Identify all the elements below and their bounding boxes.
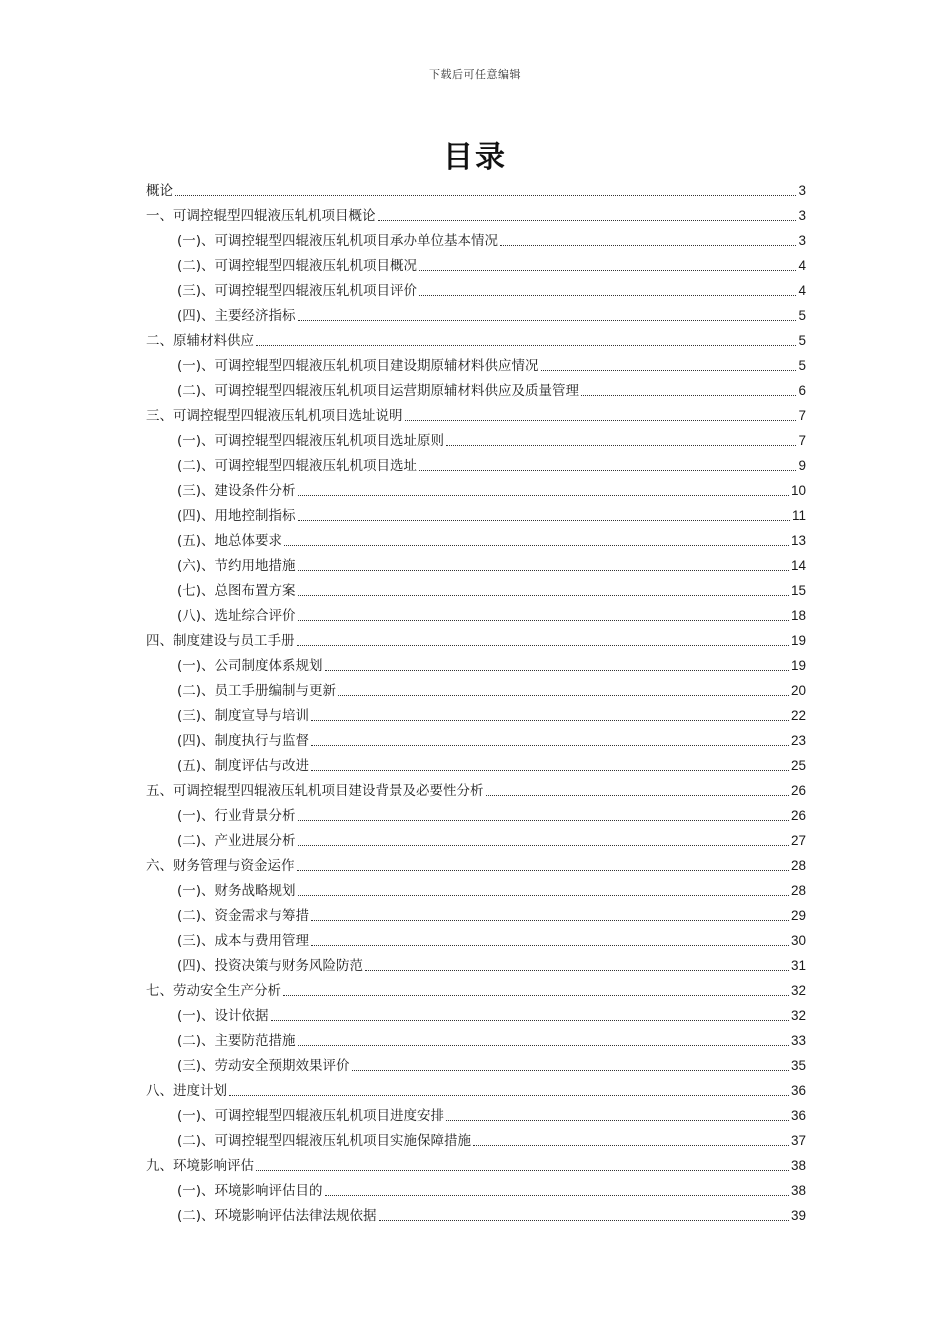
toc-entry[interactable] [146,1050,806,1075]
toc-entry-label: (三)、成本与费用管理 [177,933,310,949]
toc-entry-page-number: 26 [790,783,806,798]
toc-dot-leader [486,795,789,796]
toc-entry-page-number: 31 [790,958,806,973]
toc-entry-label: (七)、总图布置方案 [177,583,296,599]
toc-entry-page-number: 3 [798,208,806,223]
toc-dot-leader [581,395,796,396]
toc-entry[interactable] [146,550,806,575]
toc-entry[interactable] [146,300,806,325]
toc-dot-leader [298,1045,789,1046]
toc-entry-page-number: 3 [798,183,806,198]
toc-entry-page-number: 33 [790,1033,806,1048]
toc-entry[interactable] [146,1175,806,1200]
toc-dot-leader [283,995,789,996]
toc-entry[interactable] [146,650,806,675]
toc-entry[interactable] [146,1150,806,1175]
toc-entry-page-number: 11 [791,508,806,523]
toc-entry-page-number: 36 [790,1108,806,1123]
toc-dot-leader [338,695,789,696]
toc-entry[interactable] [146,625,806,650]
toc-dot-leader [473,1145,789,1146]
toc-entry-label: 一、可调控辊型四辊液压轧机项目概论 [146,208,376,224]
toc-entry[interactable] [146,225,806,250]
toc-entry-label: (二)、环境影响评估法律法规依据 [177,1208,377,1224]
toc-entry-label: (八)、选址综合评价 [177,608,296,624]
toc-entry[interactable] [146,950,806,975]
toc-entry[interactable] [146,600,806,625]
toc-entry-label: 四、制度建设与员工手册 [146,633,295,649]
toc-entry-page-number: 14 [790,558,806,573]
toc-entry-page-number: 3 [798,233,806,248]
toc-entry[interactable] [146,725,806,750]
toc-entry[interactable] [146,1075,806,1100]
toc-dot-leader [256,345,796,346]
toc-entry[interactable] [146,175,806,200]
toc-dot-leader [446,445,796,446]
toc-entry-label: 三、可调控辊型四辊液压轧机项目选址说明 [146,408,403,424]
toc-entry-label: (五)、制度评估与改进 [177,758,310,774]
toc-entry-page-number: 20 [790,683,806,698]
toc-dot-leader [541,370,797,371]
toc-dot-leader [311,770,789,771]
page-header-note: 下载后可任意编辑 [429,68,521,81]
toc-entry[interactable] [146,375,806,400]
toc-dot-leader [379,1220,789,1221]
toc-entry[interactable] [146,275,806,300]
toc-entry[interactable] [146,700,806,725]
toc-dot-leader [311,720,789,721]
toc-entry-label: (五)、地总体要求 [177,533,283,549]
toc-dot-leader [298,845,789,846]
toc-dot-leader [325,670,789,671]
toc-dot-leader [378,220,797,221]
toc-entry-page-number: 27 [790,833,806,848]
toc-dot-leader [419,470,796,471]
toc-entry-page-number: 23 [790,733,806,748]
toc-entry-label: 六、财务管理与资金运作 [146,858,295,874]
toc-dot-leader [297,645,789,646]
toc-entry-label: (四)、用地控制指标 [177,508,296,524]
toc-dot-leader [256,1170,789,1171]
toc-dot-leader [419,270,796,271]
toc-dot-leader [311,945,789,946]
toc-entry[interactable] [146,925,806,950]
toc-dot-leader [325,1195,789,1196]
toc-entry[interactable] [146,1025,806,1050]
toc-dot-leader [446,1120,789,1121]
toc-entry-label: 七、劳动安全生产分析 [146,983,281,999]
toc-entry[interactable] [146,875,806,900]
toc-dot-leader [298,820,789,821]
toc-entry-page-number: 4 [798,283,806,298]
toc-entry-label: (一)、设计依据 [177,1008,269,1024]
toc-entry-page-number: 25 [790,758,806,773]
toc-dot-leader [311,745,789,746]
toc-entry-page-number: 18 [790,608,806,623]
toc-entry-page-number: 30 [790,933,806,948]
toc-dot-leader [175,195,796,196]
toc-entry-page-number: 19 [790,633,806,648]
toc-entry-page-number: 9 [798,458,806,473]
toc-dot-leader [298,320,797,321]
toc-entry[interactable] [146,525,806,550]
toc-dot-leader [500,245,796,246]
toc-dot-leader [229,1095,789,1096]
toc-entry[interactable] [146,1100,806,1125]
toc-entry-page-number: 28 [790,858,806,873]
toc-entry-label: (一)、可调控辊型四辊液压轧机项目选址原则 [177,433,445,449]
toc-entry-label: 八、进度计划 [146,1083,227,1099]
toc-entry-label: (四)、制度执行与监督 [177,733,310,749]
toc-entry-label: (二)、可调控辊型四辊液压轧机项目运营期原辅材料供应及质量管理 [177,383,580,399]
toc-entry[interactable] [146,900,806,925]
toc-entry[interactable] [146,1125,806,1150]
toc-entry[interactable] [146,350,806,375]
toc-dot-leader [284,545,789,546]
toc-entry-page-number: 39 [790,1208,806,1223]
toc-entry[interactable] [146,400,806,425]
toc-entry-page-number: 29 [790,908,806,923]
toc-entry[interactable] [146,675,806,700]
toc-dot-leader [405,420,797,421]
toc-dot-leader [311,920,789,921]
toc-entry-label: (六)、节约用地措施 [177,558,296,574]
toc-list [146,175,806,1225]
toc-entry-label: (二)、可调控辊型四辊液压轧机项目概况 [177,258,418,274]
toc-entry-label: 二、原辅材料供应 [146,333,254,349]
toc-entry-page-number: 7 [798,408,806,423]
toc-entry-page-number: 22 [790,708,806,723]
toc-entry-page-number: 35 [790,1058,806,1073]
toc-entry[interactable] [146,775,806,800]
toc-dot-leader [297,870,789,871]
toc-dot-leader [298,520,790,521]
toc-dot-leader [419,295,796,296]
toc-dot-leader [298,620,789,621]
toc-entry[interactable] [146,800,806,825]
toc-entry-page-number: 32 [790,1008,806,1023]
toc-entry-label: (一)、环境影响评估目的 [177,1183,323,1199]
toc-entry-label: (四)、投资决策与财务风险防范 [177,958,364,974]
toc-entry-page-number: 6 [798,383,806,398]
toc-entry[interactable] [146,1000,806,1025]
toc-entry-label: (一)、财务战略规划 [177,883,296,899]
toc-entry-label: (一)、公司制度体系规划 [177,658,323,674]
toc-entry-page-number: 5 [798,358,806,373]
toc-entry[interactable] [146,850,806,875]
toc-entry-page-number: 5 [798,333,806,348]
toc-entry-page-number: 4 [798,258,806,273]
toc-entry-page-number: 26 [790,808,806,823]
toc-entry[interactable] [146,450,806,475]
toc-entry[interactable] [146,200,806,225]
toc-entry-page-number: 10 [790,483,806,498]
toc-entry-label: (一)、行业背景分析 [177,808,296,824]
toc-entry-label: (二)、员工手册编制与更新 [177,683,337,699]
toc-entry-label: 九、环境影响评估 [146,1158,254,1174]
toc-entry-label: (一)、可调控辊型四辊液压轧机项目承办单位基本情况 [177,233,499,249]
toc-entry[interactable] [146,425,806,450]
toc-entry-page-number: 5 [798,308,806,323]
toc-entry-label: (三)、建设条件分析 [177,483,296,499]
toc-entry-label: (二)、产业进展分析 [177,833,296,849]
toc-entry-label: (四)、主要经济指标 [177,308,296,324]
toc-entry[interactable] [146,975,806,1000]
toc-entry[interactable] [146,475,806,500]
toc-entry-label: (二)、可调控辊型四辊液压轧机项目选址 [177,458,418,474]
toc-entry-page-number: 7 [798,433,806,448]
toc-entry-label: (三)、制度宣导与培训 [177,708,310,724]
toc-entry-label: (三)、劳动安全预期效果评价 [177,1058,350,1074]
toc-entry-page-number: 36 [790,1083,806,1098]
toc-entry[interactable] [146,575,806,600]
toc-entry[interactable] [146,500,806,525]
toc-entry-page-number: 13 [790,533,806,548]
toc-entry-label: (一)、可调控辊型四辊液压轧机项目进度安排 [177,1108,445,1124]
toc-entry-label: 五、可调控辊型四辊液压轧机项目建设背景及必要性分析 [146,783,484,799]
toc-entry-page-number: 38 [790,1158,806,1173]
toc-entry-page-number: 28 [790,883,806,898]
toc-entry-label: (一)、可调控辊型四辊液压轧机项目建设期原辅材料供应情况 [177,358,539,374]
toc-dot-leader [298,895,789,896]
toc-title: 目录 [443,140,507,175]
toc-entry-page-number: 19 [790,658,806,673]
toc-dot-leader [298,495,789,496]
toc-entry-label: (二)、主要防范措施 [177,1033,296,1049]
toc-entry-label: (二)、可调控辊型四辊液压轧机项目实施保障措施 [177,1133,472,1149]
toc-dot-leader [352,1070,789,1071]
toc-entry-page-number: 32 [790,983,806,998]
toc-entry-label: 概论 [146,183,173,199]
toc-dot-leader [271,1020,789,1021]
toc-entry-page-number: 15 [790,583,806,598]
toc-entry[interactable] [146,825,806,850]
toc-entry-label: (二)、资金需求与筹措 [177,908,310,924]
toc-entry[interactable] [146,250,806,275]
toc-dot-leader [298,595,789,596]
toc-dot-leader [365,970,789,971]
toc-entry[interactable] [146,325,806,350]
toc-entry-label: (三)、可调控辊型四辊液压轧机项目评价 [177,283,418,299]
toc-dot-leader [298,570,789,571]
toc-entry-page-number: 37 [790,1133,806,1148]
toc-entry[interactable] [146,750,806,775]
toc-entry-page-number: 38 [790,1183,806,1198]
toc-entry[interactable] [146,1200,806,1225]
